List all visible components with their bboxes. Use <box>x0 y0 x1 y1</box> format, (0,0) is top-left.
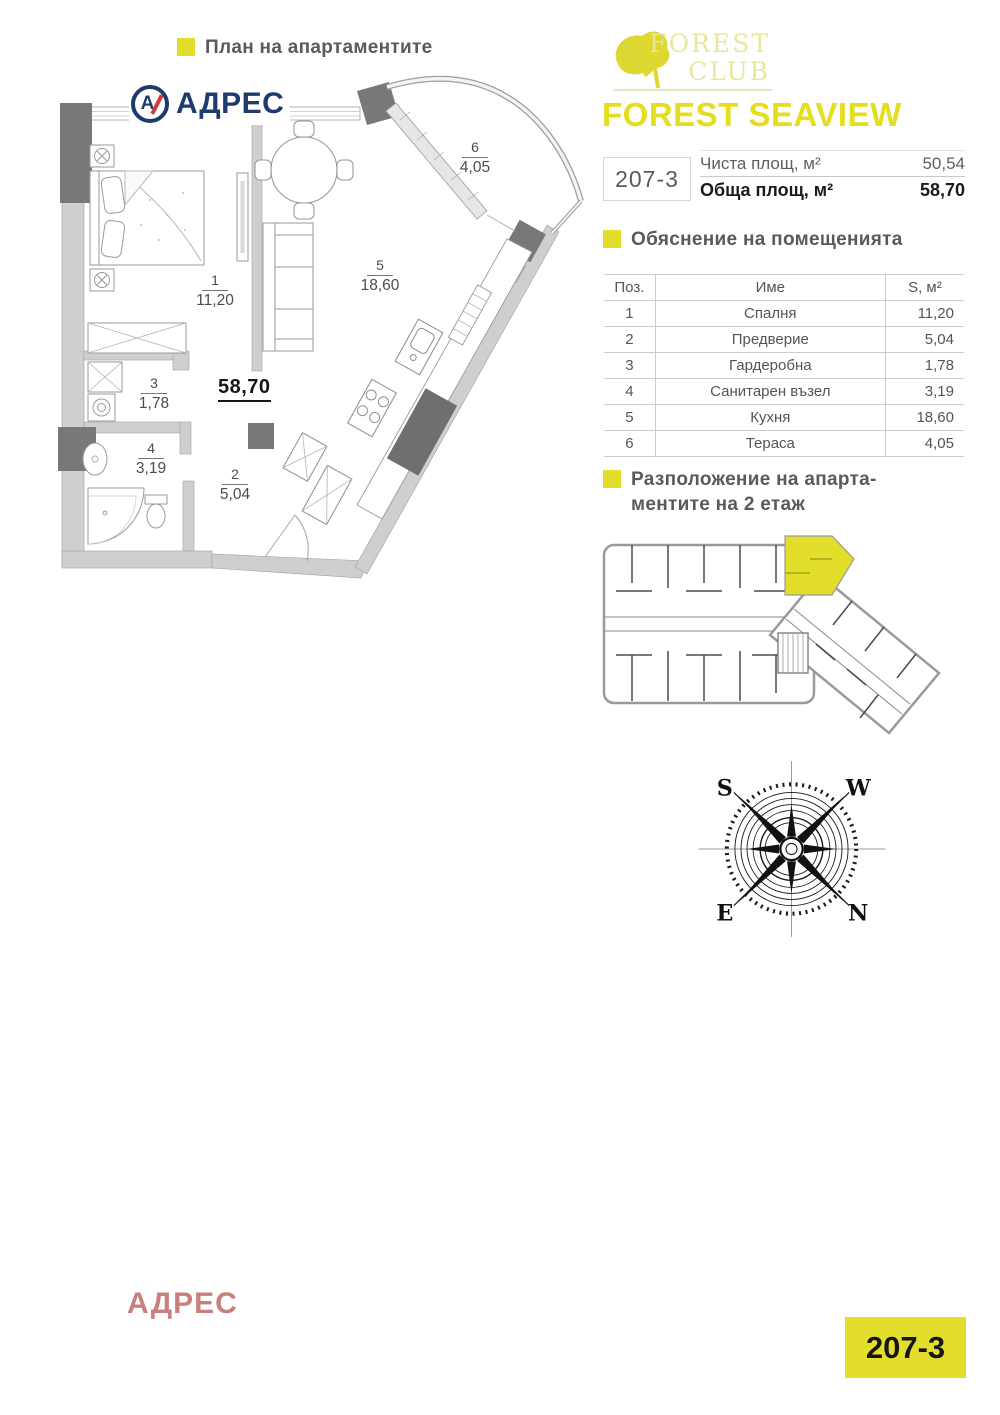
bed <box>90 171 204 265</box>
washing-machine <box>88 394 115 421</box>
plan-section-header <box>177 36 432 61</box>
wardrobe <box>88 323 186 353</box>
toilet <box>145 495 167 528</box>
table-row: 6 Тераса 4,05 <box>604 431 964 457</box>
table-row: 5 Кухня 18,60 <box>604 405 964 431</box>
logo-line2: CLUB <box>688 57 770 86</box>
agency-name: АДРЕС <box>176 87 285 120</box>
apartment-floor-plan <box>55 75 595 585</box>
closet-box <box>88 362 122 392</box>
highlighted-unit <box>785 536 854 595</box>
floor-plan-drawing <box>55 75 595 585</box>
watermark: АДРЕС <box>127 1287 238 1320</box>
yellow-square-icon <box>177 38 195 56</box>
dining-table <box>255 121 353 219</box>
bathroom-sink <box>83 443 107 475</box>
rooms-section-title: Обяснение на помещенията <box>631 229 903 250</box>
tv-panel <box>237 173 248 261</box>
compass-letter-s: S <box>716 775 733 802</box>
unit-number-badge: 207-3 <box>845 1317 966 1378</box>
net-area-row <box>700 151 965 177</box>
unit-summary <box>603 150 965 206</box>
building-floor-diagram <box>602 533 950 750</box>
table-row: 3 Гардеробна 1,78 <box>604 353 964 379</box>
rooms-table <box>604 274 964 457</box>
location-title-line2: ментите на 2 етаж <box>631 493 806 515</box>
room-label-1: 1 11,20 <box>196 272 234 309</box>
location-title-line1: Разположение на апарта- <box>631 469 877 490</box>
agency-logo <box>129 83 290 125</box>
stairs-block <box>778 633 808 673</box>
rooms-section-header <box>603 228 903 253</box>
compass-letter-w: W <box>845 775 871 802</box>
project-title: FOREST SEAVIEW <box>602 96 902 133</box>
yellow-square-icon <box>603 230 621 248</box>
gross-area-row <box>700 177 965 204</box>
gross-area-label: Обща площ, м² <box>700 180 834 200</box>
plan-total-area: 58,70 <box>218 376 271 402</box>
forest-club-logo <box>610 26 775 98</box>
plan-section-title: План на апартаментите <box>205 37 433 58</box>
entrance-door <box>265 515 308 561</box>
room-label-6: 6 4,05 <box>459 139 491 176</box>
compass-rose <box>693 753 891 950</box>
yellow-square-icon <box>603 470 621 488</box>
gross-area-value: 58,70 <box>919 180 965 200</box>
agency-icon-letter: А <box>140 93 155 114</box>
brand-logo <box>610 26 775 103</box>
unit-id-box: 207-3 <box>603 157 691 201</box>
stove <box>348 379 397 436</box>
logo-line1: FOREST <box>649 29 770 58</box>
table-row: 2 Предверие 5,04 <box>604 327 964 353</box>
table-row: 1 Спалня 11,20 <box>604 301 964 327</box>
compass-letter-n: N <box>848 900 869 927</box>
corner-shower <box>88 488 144 544</box>
agency-logo-icon <box>131 85 169 123</box>
net-area-value: 50,54 <box>922 153 965 173</box>
compass-letter-e: E <box>716 900 734 927</box>
net-area-label: Чиста площ, м² <box>700 153 821 173</box>
table-header-row <box>604 275 964 301</box>
location-section-header <box>603 468 877 517</box>
room-label-4: 4 3,19 <box>135 440 167 477</box>
col-header-name: Име <box>655 275 885 301</box>
hall-cabinet <box>283 433 327 482</box>
room-label-2: 2 5,04 <box>219 466 251 503</box>
col-header-area: S, м² <box>885 275 964 301</box>
sofa <box>263 223 313 351</box>
col-header-pos: Поз. <box>604 275 655 301</box>
room-label-5: 5 18,60 <box>360 257 400 294</box>
room-label-3: 3 1,78 <box>138 375 170 412</box>
table-row: 4 Санитарен възел 3,19 <box>604 379 964 405</box>
